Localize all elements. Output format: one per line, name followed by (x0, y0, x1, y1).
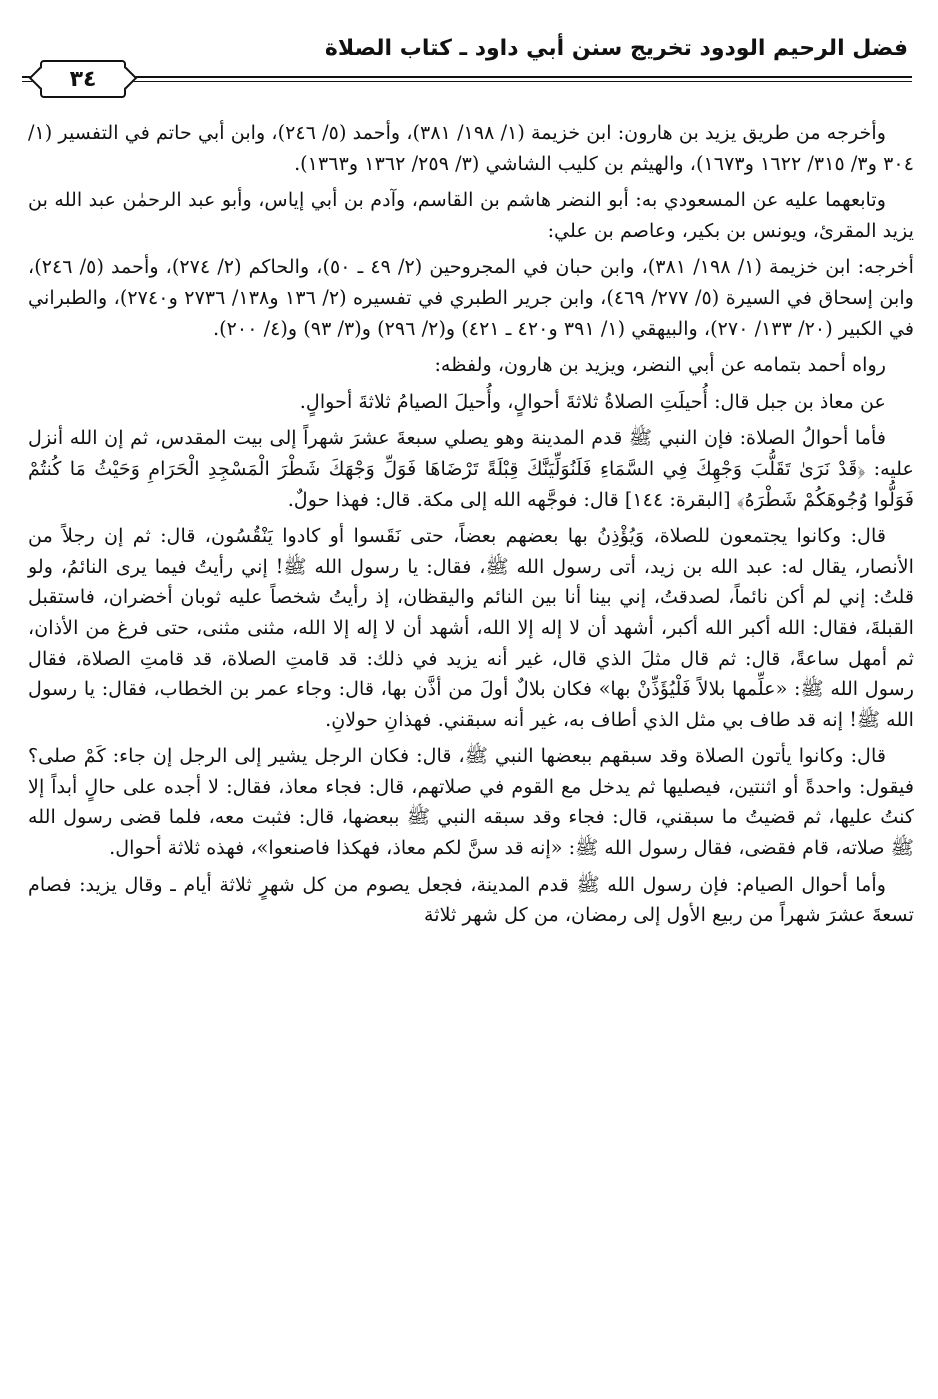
page-number-badge (40, 60, 126, 98)
page-number: ٣٤ (69, 66, 97, 92)
header-rule-thin (22, 81, 912, 82)
paragraph-7: قال: وكانوا يجتمعون للصلاة، وَيُؤْذِنُ بها بعضهم بعضاً، حتى نَقَسوا أو كادوا يَنْقُسُون، قال: ثم إن رجلاً من الأنصار، يقال له: عبد الله بن زيد، أتى رسول الله ﷺ، فقال: يا رسول الله ﷺ! إني رأيتُ فيما يرى النائمُ، ولو قلتُ: إني لم أكن نائماً، لصدقتُ، إني بينا أنا بين النائم واليقظان، إذ رأيتُ شخصاً عليه ثوبان أخضران، فاستقبل القبلةَ، فقال: الله أكبر الله أكبر، أشهد أن لا إله إلا الله، أشهد أن لا إله إلا الله، مثنى مثنى، حتى فرغ من الأذان، ثم أمهل ساعةً، قال: ثم قال مثلَ الذي قال، غير أنه يزيد في ذلك: قد قامتِ الصلاة، قد قامتِ الصلاة، فقال رسول الله ﷺ: «علِّمها بلالاً فَلْيُؤَذِّنْ بها» فكان بلالٌ أولَ من أذَّن بها، قال: وجاء عمر بن الخطاب، فقال: يا رسول الله ﷺ! إنه قد طاف بي مثل الذي أطاف به، غير أنه سبقني. فهذانِ حولانِ. (28, 524, 914, 731)
paragraph-5: عن معاذ بن جبل قال: أُحيلَتِ الصلاةُ ثلاثةَ أحوالٍ، وأُحيلَ الصيامُ ثلاثةَ أحوالٍ. (299, 389, 886, 413)
page-header (22, 30, 912, 92)
running-title: فضل الرحيم الودود تخريج سنن أبي داود ـ كتاب الصلاة (324, 36, 908, 61)
page-body (28, 118, 914, 937)
header-rule (22, 76, 912, 78)
paragraph-9: وأما أحوال الصيام: فإن رسول الله ﷺ قدم المدينة، فجعل يصوم من كل شهرٍ ثلاثة أيام ـ وقال يزيد: فصام تسعةَ عشرَ شهراً من ربيع الأول إلى رمضان، من كل شهر ثلاثة (28, 872, 914, 927)
paragraph-8: قال: وكانوا يأتون الصلاة وقد سبقهم ببعضها النبي ﷺ، قال: فكان الرجل يشير إلى الرجل إن جاء: كَمْ صلى؟ فيقول: واحدةً أو اثنتين، فيصليها ثم يدخل مع القوم في صلاتهم، قال: فجاء معاذ، فقال: لا أجده على حالٍ أبداً إلا كنتُ عليها، ثم قضيتُ ما سبقني، قال: فجاء وقد سبقه النبي ﷺ ببعضها، قال: فثبت معه، فلما قضى رسول الله ﷺ صلاته، قام فقضى، فقال رسول الله ﷺ: «إنه قد سنَّ لكم معاذ، فهكذا فاصنعوا»، فهذه ثلاثة أحوال. (28, 744, 914, 860)
paragraph-1: وأخرجه من طريق يزيد بن هارون: ابن خزيمة (١/ ١٩٨/ ٣٨١)، وأحمد (٥/ ٢٤٦)، وابن أبي حاتم في التفسير (١/ ٣٠٤ و٣/ ٣١٥/ ١٦٢٢ و١٦٧٣)، والهيثم بن كليب الشاشي (٣/ ٢٥٩/ ١٣٦٢ و١٣٦٣). (28, 121, 914, 175)
paragraph-2: وتابعهما عليه عن المسعودي به: أبو النضر هاشم بن القاسم، وآدم بن أبي إياس، وأبو عبد الرحمٰن عبد الله بن يزيد المقرئ، ويونس بن بكير، وعاصم بن علي: (28, 188, 914, 242)
paragraph-4: رواه أحمد بتمامه عن أبي النضر، ويزيد بن هارون، ولفظه: (434, 353, 886, 377)
paragraph-6: فأما أحوالُ الصلاة: فإن النبي ﷺ قدم المدينة وهو يصلي سبعةَ عشرَ شهراً إلى بيت المقدس، ثم إن الله أنزل عليه: ﴿قَدْ نَرَىٰ تَقَلُّبَ وَجْهِكَ فِي السَّمَاءِ فَلَنُوَلِّيَنَّكَ قِبْلَةً تَرْضَاهَا فَوَلِّ وَجْهَكَ شَطْرَ الْمَسْجِدِ الْحَرَامِ وَحَيْثُ مَا كُنتُمْ فَوَلُّوا وُجُوهَكُمْ شَطْرَهُ﴾ [البقرة: ١٤٤] قال: فوجَّهه الله إلى مكة. قال: فهذا حولٌ. (28, 426, 914, 511)
paragraph-3: أخرجه: ابن خزيمة (١/ ١٩٨/ ٣٨١)، وابن حبان في المجروحين (٢/ ٤٩ ـ ٥٠)، والحاكم (٢/ ٢٧٤)، وأحمد (٥/ ٢٤٦)، وابن إسحاق في السيرة (٥/ ٢٧٧/ ٤٦٩)، وابن جرير الطبري في تفسيره (٢/ ١٣٦ و١٣٨/ ٢٧٣٦ و٢٧٤٠)، والطبراني في الكبير (٢٠/ ١٣٣/ ٢٧٠)، والبيهقي (١/ ٣٩١ و٤٢٠ ـ ٤٢١) و(٢/ ٢٩٦) و(٣/ ٩٣) و(٤/ ٢٠٠). (28, 255, 914, 340)
